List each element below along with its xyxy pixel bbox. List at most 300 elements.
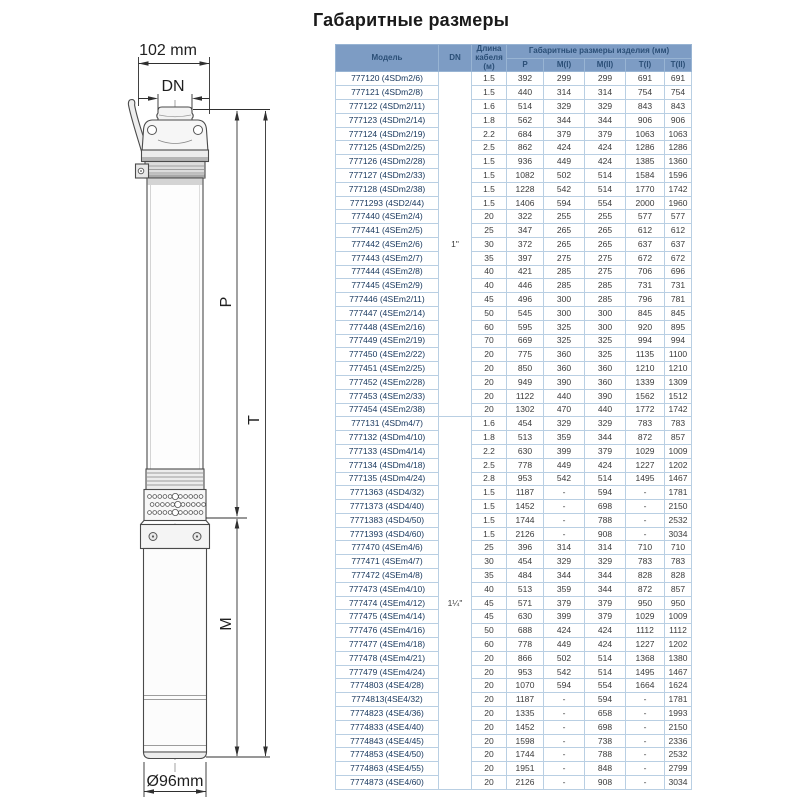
table-row xyxy=(336,72,692,86)
table-row xyxy=(336,707,692,721)
dimension-cell: 329 xyxy=(544,417,585,431)
dimension-cell: 299 xyxy=(585,72,626,86)
dimension-cell: 265 xyxy=(544,224,585,238)
table-row xyxy=(336,513,692,527)
dimension-cell: - xyxy=(626,527,665,541)
table-row xyxy=(336,375,692,389)
dimension-cell: 3034 xyxy=(665,776,692,790)
dimension-cell: 906 xyxy=(626,113,665,127)
table-row xyxy=(336,431,692,445)
header-dims-group: Габаритные размеры изделия (мм) xyxy=(507,45,692,59)
dimension-cell: - xyxy=(544,734,585,748)
dimension-cell: 514 xyxy=(585,168,626,182)
dimension-cell: 1744 xyxy=(507,748,544,762)
model-cell: 7771373 (4SD4/40) xyxy=(336,500,439,514)
dimension-cell: 872 xyxy=(626,582,665,596)
m-label: M xyxy=(218,617,235,631)
motor-body xyxy=(144,549,207,759)
ear-hole-left xyxy=(148,126,157,135)
model-cell: 777471 (4SEm4/7) xyxy=(336,555,439,569)
dimension-cell: 325 xyxy=(585,334,626,348)
dimension-cell: 1112 xyxy=(665,624,692,638)
model-cell: 777473 (4SEm4/10) xyxy=(336,582,439,596)
dimension-cell: 562 xyxy=(507,113,544,127)
dimension-cell: 1360 xyxy=(665,155,692,169)
cable-length-cell: 50 xyxy=(472,306,507,320)
dimension-cell: 2336 xyxy=(665,734,692,748)
dimension-cell: 299 xyxy=(544,72,585,86)
dimension-cell: 322 xyxy=(507,210,544,224)
dimension-cell: 688 xyxy=(507,624,544,638)
dimension-cell: 1029 xyxy=(626,610,665,624)
model-cell: 7774833 (4SE4/40) xyxy=(336,720,439,734)
dimension-cell: 754 xyxy=(626,86,665,100)
t-label: T xyxy=(246,415,263,425)
dimension-cell: 514 xyxy=(507,99,544,113)
model-cell: 7774863 (4SE4/55) xyxy=(336,762,439,776)
dimension-cell: 950 xyxy=(626,596,665,610)
dimension-cell: 1202 xyxy=(665,638,692,652)
dimension-cell: 698 xyxy=(585,720,626,734)
model-cell: 777127 (4SDm2/33) xyxy=(336,168,439,182)
suction-inlet xyxy=(144,490,206,521)
dimension-cell: 275 xyxy=(585,265,626,279)
dimension-cell: 594 xyxy=(544,196,585,210)
table-row xyxy=(336,472,692,486)
dimension-cell: 862 xyxy=(507,141,544,155)
model-cell: 7771293 (4SD2/44) xyxy=(336,196,439,210)
dimension-cell: 399 xyxy=(544,444,585,458)
dimension-cell: 2532 xyxy=(665,513,692,527)
dimension-cell: 2799 xyxy=(665,762,692,776)
dimension-cell: 1082 xyxy=(507,168,544,182)
table-row xyxy=(336,444,692,458)
model-cell: 777121 (4SDm2/8) xyxy=(336,86,439,100)
model-cell: 7774823 (4SE4/36) xyxy=(336,707,439,721)
model-cell: 777472 (4SEm4/8) xyxy=(336,569,439,583)
cable-length-cell: 50 xyxy=(472,624,507,638)
header-dn: DN xyxy=(439,45,472,72)
model-cell: 777446 (4SEm2/11) xyxy=(336,293,439,307)
cable-length-cell: 40 xyxy=(472,279,507,293)
table-row xyxy=(336,320,692,334)
pump-head xyxy=(142,120,209,162)
dimension-cell: 828 xyxy=(665,569,692,583)
dimension-cell: 775 xyxy=(507,348,544,362)
dimension-cell: 850 xyxy=(507,362,544,376)
cable-length-cell: 25 xyxy=(472,224,507,238)
clamp-collar xyxy=(136,162,206,179)
dimension-cell: - xyxy=(544,513,585,527)
cable-length-cell: 20 xyxy=(472,210,507,224)
dimension-cell: 1368 xyxy=(626,651,665,665)
model-cell: 777477 (4SEm4/18) xyxy=(336,638,439,652)
table-row xyxy=(336,555,692,569)
dimension-cell: 300 xyxy=(585,320,626,334)
table-row xyxy=(336,486,692,500)
table-row xyxy=(336,389,692,403)
dimension-cell: 738 xyxy=(585,734,626,748)
dimension-cell: 953 xyxy=(507,472,544,486)
dimension-cell: 1742 xyxy=(665,182,692,196)
motor-bottom-cap xyxy=(144,752,207,759)
dimension-cell: 379 xyxy=(585,610,626,624)
table-row xyxy=(336,293,692,307)
dimension-cell: 446 xyxy=(507,279,544,293)
dimension-cell: 1009 xyxy=(665,444,692,458)
dimension-cell: 379 xyxy=(544,596,585,610)
model-cell: 777448 (4SEm2/16) xyxy=(336,320,439,334)
dimension-cell: 594 xyxy=(544,679,585,693)
cable-length-cell: 60 xyxy=(472,320,507,334)
dimension-cell: 1993 xyxy=(665,707,692,721)
dimension-cell: 783 xyxy=(665,555,692,569)
dimension-cell: 545 xyxy=(507,306,544,320)
dimension-cell: 710 xyxy=(665,541,692,555)
dimension-cell: 1781 xyxy=(665,693,692,707)
dimension-cell: 542 xyxy=(544,665,585,679)
table-row xyxy=(336,417,692,431)
dimension-cell: 421 xyxy=(507,265,544,279)
model-cell: 777452 (4SEm2/28) xyxy=(336,375,439,389)
cable-length-cell: 1.5 xyxy=(472,513,507,527)
cable-length-cell: 20 xyxy=(472,665,507,679)
dimension-cell: 1335 xyxy=(507,707,544,721)
dimension-cell: 783 xyxy=(626,555,665,569)
cable-length-cell: 30 xyxy=(472,555,507,569)
table-row xyxy=(336,168,692,182)
cable-length-cell: 1.5 xyxy=(472,168,507,182)
inlet-holes xyxy=(148,493,206,515)
dimension-cell: - xyxy=(626,748,665,762)
dimension-cell: 344 xyxy=(544,113,585,127)
dimension-cell: 994 xyxy=(665,334,692,348)
table-row xyxy=(336,155,692,169)
dimension-cell: 1596 xyxy=(665,168,692,182)
dimension-cell: 1467 xyxy=(665,472,692,486)
model-cell: 777478 (4SEm4/21) xyxy=(336,651,439,665)
dimension-cell: 329 xyxy=(544,555,585,569)
dimension-cell: 314 xyxy=(585,86,626,100)
table-row xyxy=(336,458,692,472)
dimension-cell: 698 xyxy=(585,500,626,514)
dimension-cell: 1495 xyxy=(626,472,665,486)
table-row xyxy=(336,596,692,610)
dimension-cell: 783 xyxy=(626,417,665,431)
dimension-cell: 788 xyxy=(585,748,626,762)
dimension-cell: 908 xyxy=(585,527,626,541)
dimension-t xyxy=(246,111,268,757)
dimension-cell: 502 xyxy=(544,168,585,182)
dimension-dn xyxy=(138,78,210,110)
model-cell: 7771393 (4SD4/60) xyxy=(336,527,439,541)
dimension-cell: 672 xyxy=(626,251,665,265)
dimension-cell: 314 xyxy=(544,541,585,555)
model-cell: 777475 (4SEm4/14) xyxy=(336,610,439,624)
dimension-cell: 1286 xyxy=(665,141,692,155)
dimension-cell: 514 xyxy=(585,665,626,679)
model-cell: 777454 (4SEm2/38) xyxy=(336,403,439,417)
model-cell: 777449 (4SEm2/19) xyxy=(336,334,439,348)
dimension-cell: 329 xyxy=(585,555,626,569)
dimension-cell: 359 xyxy=(544,582,585,596)
dimension-cell: 1562 xyxy=(626,389,665,403)
dimension-cell: 731 xyxy=(665,279,692,293)
table-row xyxy=(336,527,692,541)
header-m1: M(I) xyxy=(544,59,585,72)
table-row xyxy=(336,113,692,127)
dimension-cell: 424 xyxy=(585,141,626,155)
ribbed-coupling xyxy=(146,469,204,490)
dimension-cell: 658 xyxy=(585,707,626,721)
dimension-cell: 669 xyxy=(507,334,544,348)
dimension-cell: 329 xyxy=(585,99,626,113)
dimension-cell: 843 xyxy=(626,99,665,113)
dimension-cell: 2150 xyxy=(665,720,692,734)
dimension-cell: 595 xyxy=(507,320,544,334)
model-cell: 777479 (4SEm4/24) xyxy=(336,665,439,679)
dimension-cell: - xyxy=(544,693,585,707)
cable-length-cell: 20 xyxy=(472,720,507,734)
dimension-p xyxy=(218,111,239,518)
dimension-cell: 344 xyxy=(585,582,626,596)
dimension-cell: 265 xyxy=(585,237,626,251)
dimension-cell: 440 xyxy=(544,389,585,403)
dimension-cell: 1452 xyxy=(507,500,544,514)
dimension-cell: 275 xyxy=(585,251,626,265)
table-row xyxy=(336,582,692,596)
cable-length-cell: 40 xyxy=(472,265,507,279)
dimension-cell: 731 xyxy=(626,279,665,293)
dimension-cell: 594 xyxy=(585,693,626,707)
dimension-cell: 454 xyxy=(507,417,544,431)
dimension-cell: 672 xyxy=(665,251,692,265)
dimension-cell: 778 xyxy=(507,458,544,472)
dimension-cell: 796 xyxy=(626,293,665,307)
dimension-cell: 2126 xyxy=(507,776,544,790)
dimension-cell: 1467 xyxy=(665,665,692,679)
dimension-cell: 285 xyxy=(544,265,585,279)
dimension-cell: - xyxy=(626,707,665,721)
model-cell: 777445 (4SEm2/9) xyxy=(336,279,439,293)
dimension-cell: 637 xyxy=(665,237,692,251)
dimension-cell: 325 xyxy=(544,334,585,348)
dimension-cell: 994 xyxy=(626,334,665,348)
cable-length-cell: 20 xyxy=(472,348,507,362)
model-cell: 777132 (4SDm4/10) xyxy=(336,431,439,445)
dimension-cell: 1406 xyxy=(507,196,544,210)
header-cable-length: Длина кабеля (м) xyxy=(472,45,507,72)
dimension-cell: 424 xyxy=(585,624,626,638)
dimension-cell: 3034 xyxy=(665,527,692,541)
cable-length-cell: 20 xyxy=(472,362,507,376)
model-cell: 777450 (4SEm2/22) xyxy=(336,348,439,362)
model-cell: 777128 (4SDm2/38) xyxy=(336,182,439,196)
dimension-cell: 594 xyxy=(585,486,626,500)
header-p: P xyxy=(507,59,544,72)
dimension-cell: 372 xyxy=(507,237,544,251)
dimension-cell: 684 xyxy=(507,127,544,141)
model-cell: 777470 (4SEm4/6) xyxy=(336,541,439,555)
model-cell: 7774873 (4SE4/60) xyxy=(336,776,439,790)
dimension-cell: 379 xyxy=(585,596,626,610)
table-row xyxy=(336,334,692,348)
dimension-cell: 1744 xyxy=(507,513,544,527)
model-cell: 777126 (4SDm2/28) xyxy=(336,155,439,169)
dimension-cell: - xyxy=(626,486,665,500)
model-cell: 777443 (4SEm2/7) xyxy=(336,251,439,265)
dimension-cell: - xyxy=(544,527,585,541)
model-cell: 7774853 (4SE4/50) xyxy=(336,748,439,762)
table-row xyxy=(336,182,692,196)
cable-length-cell: 20 xyxy=(472,748,507,762)
cable-length-cell: 20 xyxy=(472,734,507,748)
model-cell: 7774813(4SE4/32) xyxy=(336,693,439,707)
dimension-cell: 379 xyxy=(585,127,626,141)
dimension-cell: 630 xyxy=(507,444,544,458)
dimension-cell: 554 xyxy=(585,679,626,693)
cable-length-cell: 1.5 xyxy=(472,500,507,514)
dimension-cell: 265 xyxy=(544,237,585,251)
model-cell: 777123 (4SDm2/14) xyxy=(336,113,439,127)
dimension-cell: 502 xyxy=(544,651,585,665)
dimension-cell: 344 xyxy=(544,569,585,583)
dimension-cell: 872 xyxy=(626,431,665,445)
dimension-cell: 390 xyxy=(544,375,585,389)
model-cell: 777133 (4SDm4/14) xyxy=(336,444,439,458)
dimension-cell: 1380 xyxy=(665,651,692,665)
dimension-cell: 1187 xyxy=(507,486,544,500)
dimension-cell: 542 xyxy=(544,182,585,196)
dimension-cell: 754 xyxy=(665,86,692,100)
table-row xyxy=(336,127,692,141)
model-cell: 777451 (4SEm2/25) xyxy=(336,362,439,376)
cable-length-cell: 2.8 xyxy=(472,472,507,486)
dimension-cell: 554 xyxy=(585,196,626,210)
table-body xyxy=(336,72,692,789)
dimension-cell: 513 xyxy=(507,582,544,596)
dimension-cell: 848 xyxy=(585,762,626,776)
dimension-cell: 1742 xyxy=(665,403,692,417)
dimension-cell: 1512 xyxy=(665,389,692,403)
cable-length-cell: 2.2 xyxy=(472,444,507,458)
cable-length-cell: 35 xyxy=(472,251,507,265)
table-row xyxy=(336,265,692,279)
dimension-cell: 843 xyxy=(665,99,692,113)
dimension-cell: 454 xyxy=(507,555,544,569)
table-row xyxy=(336,720,692,734)
dimension-cell: 1070 xyxy=(507,679,544,693)
table-row xyxy=(336,306,692,320)
dimension-cell: 1309 xyxy=(665,375,692,389)
dimension-cell: 360 xyxy=(544,362,585,376)
model-cell: 777131 (4SDm4/7) xyxy=(336,417,439,431)
model-cell: 777440 (4SEm2/4) xyxy=(336,210,439,224)
dimension-cell: 449 xyxy=(544,638,585,652)
dimension-cell: 920 xyxy=(626,320,665,334)
table-row xyxy=(336,99,692,113)
cable-length-cell: 1.5 xyxy=(472,486,507,500)
dimension-cell: 300 xyxy=(544,306,585,320)
table-row xyxy=(336,541,692,555)
dimension-cell: 2532 xyxy=(665,748,692,762)
dimension-cell: 1664 xyxy=(626,679,665,693)
model-cell: 777444 (4SEm2/8) xyxy=(336,265,439,279)
table-row xyxy=(336,141,692,155)
model-cell: 777441 (4SEm2/5) xyxy=(336,224,439,238)
dimension-cell: 424 xyxy=(585,638,626,652)
cable-length-cell: 60 xyxy=(472,638,507,652)
dimension-cell: 1122 xyxy=(507,389,544,403)
model-cell: 777476 (4SEm4/16) xyxy=(336,624,439,638)
dimension-cell: 953 xyxy=(507,665,544,679)
dimension-cell: - xyxy=(626,762,665,776)
model-cell: 777135 (4SDm4/24) xyxy=(336,472,439,486)
dimension-cell: 857 xyxy=(665,582,692,596)
cable-length-cell: 45 xyxy=(472,610,507,624)
dimension-cell: 396 xyxy=(507,541,544,555)
dimension-cell: 397 xyxy=(507,251,544,265)
cable-length-cell: 20 xyxy=(472,403,507,417)
dimension-cell: - xyxy=(626,513,665,527)
dimension-cell: 1772 xyxy=(626,403,665,417)
dimension-cell: 1286 xyxy=(626,141,665,155)
table-row xyxy=(336,665,692,679)
dimension-cell: 344 xyxy=(585,113,626,127)
dimension-cell: 1770 xyxy=(626,182,665,196)
dimension-cell: 577 xyxy=(626,210,665,224)
dimension-cell: 360 xyxy=(585,362,626,376)
model-cell: 777447 (4SEm2/14) xyxy=(336,306,439,320)
dimension-cell: 949 xyxy=(507,375,544,389)
dimension-cell: 1100 xyxy=(665,348,692,362)
dimension-cell: 265 xyxy=(585,224,626,238)
dimension-cell: 449 xyxy=(544,458,585,472)
dimension-cell: - xyxy=(544,720,585,734)
model-cell: 777125 (4SDm2/25) xyxy=(336,141,439,155)
cable-length-cell: 20 xyxy=(472,762,507,776)
cable-length-cell: 1.5 xyxy=(472,72,507,86)
table-row xyxy=(336,210,692,224)
cable-length-cell: 1.8 xyxy=(472,113,507,127)
dimension-cell: 1187 xyxy=(507,693,544,707)
table-row xyxy=(336,237,692,251)
dimension-cell: 300 xyxy=(585,306,626,320)
dn-cell: 1" xyxy=(439,72,472,417)
dimension-cell: 325 xyxy=(585,348,626,362)
dimension-cell: 1202 xyxy=(665,458,692,472)
dimension-cell: 1063 xyxy=(665,127,692,141)
table-row xyxy=(336,693,692,707)
dimension-cell: 300 xyxy=(544,293,585,307)
cable-length-cell: 70 xyxy=(472,334,507,348)
p-label: P xyxy=(218,296,235,308)
dimension-cell: 1302 xyxy=(507,403,544,417)
cable-length-cell: 40 xyxy=(472,582,507,596)
cable-length-cell: 35 xyxy=(472,569,507,583)
dimension-cell: 344 xyxy=(585,569,626,583)
header-t1: T(I) xyxy=(626,59,665,72)
model-cell: 777134 (4SDm4/18) xyxy=(336,458,439,472)
dimension-cell: 329 xyxy=(544,99,585,113)
table-row xyxy=(336,638,692,652)
dimension-cell: 1227 xyxy=(626,638,665,652)
cable-length-cell: 20 xyxy=(472,651,507,665)
cable-length-cell: 1.5 xyxy=(472,527,507,541)
cable-length-cell: 2.2 xyxy=(472,127,507,141)
table-row xyxy=(336,224,692,238)
dimension-cell: 424 xyxy=(544,141,585,155)
